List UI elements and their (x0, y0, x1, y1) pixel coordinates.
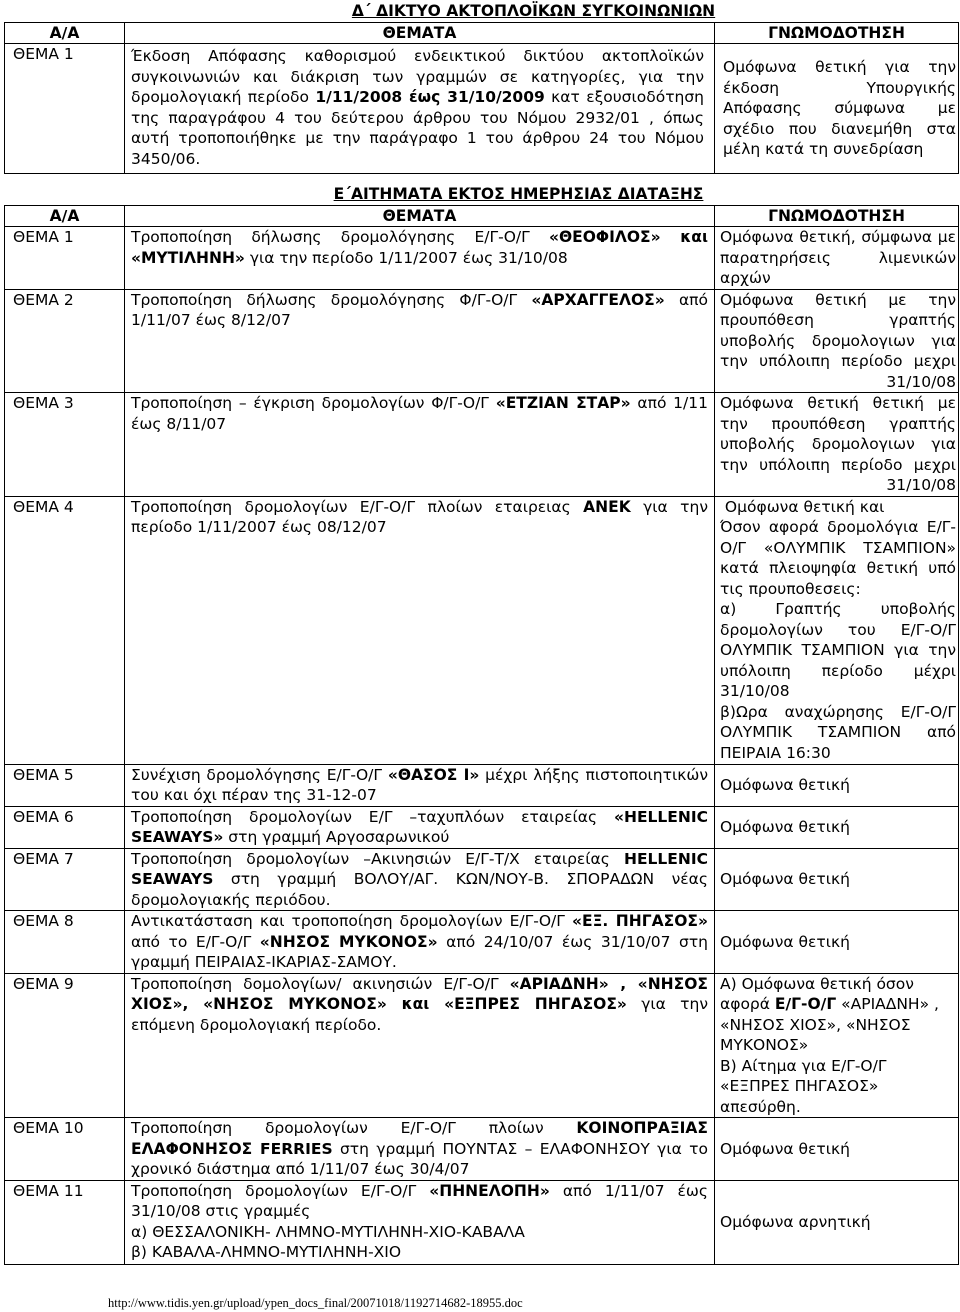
topic-number: ΘΕΜΑ 1 (5, 227, 125, 290)
topic-number: ΘΕΜΑ 2 (5, 289, 125, 393)
section-d-title-row (5, 0, 959, 22)
table-row (5, 393, 959, 497)
opinion-line: Όσον αφορά δρομολόγια Ε/Γ-Ο/Γ «ΟΛΥΜΠΙΚ ΤΣΑΜΠΙΟΝ» κατά πλειοψηφία θετική υπό τις προυποθεσεις: (720, 518, 957, 598)
opinion-line: Α) Ομόφωνα θετική όσον αφορά Ε/Γ-Ο/Γ «ΑΡΙΑΔΝΗ» , «ΝΗΣΟΣ ΧΙΟΣ», «ΝΗΣΟΣ ΜΥΚΟΝΟΣ» (720, 974, 939, 1054)
topic-text: Συνέχιση δρομολόγησης Ε/Γ-Ο/Γ «ΘΑΣΟΣ Ι» μέχρι λήξης πιστοποιητικών του και όχι πέραν της 31-12-07 (125, 764, 715, 806)
topic-text: Τροποποίηση δομολογίων/ ακινησιών Ε/Γ-Ο/Γ «ΑΡΙΑΔΝΗ» , «ΝΗΣΟΣ ΧΙΟΣ», «ΝΗΣΟΣ ΜΥΚΟΝΟΣ» και «ΕΞΠΡΕΣ ΠΗΓΑΣΟΣ» για την επόμενη δρομολογιακή περίοδο. (125, 973, 715, 1118)
opinion-text: Ομόφωνα θετική (715, 764, 959, 806)
table-row (5, 44, 959, 174)
header-row (5, 22, 959, 44)
topic-number: ΘΕΜΑ 5 (5, 764, 125, 806)
header-aa: Α/Α (5, 205, 125, 227)
header-topics: ΘΕΜΑΤΑ (125, 205, 715, 227)
topic-text: Τροποποίηση δήλωσης δρομολόγησης Φ/Γ-Ο/Γ «ΑΡΧΑΓΓΕΛΟΣ» από 1/11/07 έως 8/12/07 (125, 289, 715, 393)
topic-number: ΘΕΜΑ 7 (5, 848, 125, 911)
topic-text: Τροποποίηση δήλωσης δρομολόγησης Ε/Γ-Ο/Γ «ΘΕΟΦΙΛΟΣ» και «ΜΥΤΙΛΗΝΗ» για την περίοδο 1/11/2007 έως 31/10/08 (125, 227, 715, 290)
opinion-text: Ομόφωνα θετική για την έκδοση Υπουργικής Απόφασης σύμφωνα με σχέδιο που διανεμήθη στα μέλη κατά τη συνεδρίαση (715, 44, 959, 174)
opinion-line: Β) Αίτημα για Ε/Γ-Ο/Γ «ΕΞΠΡΕΣ ΠΗΓΑΣΟΣ» απεσύρθη. (720, 1056, 887, 1116)
topic-text: Αντικατάσταση και τροποποίηση δρομολογίων Ε/Γ-Ο/Γ «ΕΞ. ΠΗΓΑΣΟΣ» από το Ε/Γ-Ο/Γ «ΝΗΣΟΣ ΜΥΚΟΝΟΣ» από 24/10/07 έως 31/10/07 στη γραμμή ΠΕΙΡΑΙΑΣ-ΙΚΑΡΙΑΣ-ΣΑΜΟΥ. (125, 911, 715, 974)
table-row (5, 764, 959, 806)
topic-line: α) ΘΕΣΣΑΛΟΝΙΚΗ- ΛΗΜΝΟ-ΜΥΤΙΛΗΝΗ-ΧΙΟ-ΚΑΒΑΛΑ (131, 1222, 525, 1241)
header-opinion: ΓΝΩΜΟΔΟΤΗΣΗ (715, 205, 959, 227)
opinion-text: Ομόφωνα θετική με την προυπόθεση γραπτής υποβολής δρομολογιων για την υπόλοιπη περίοδο μεχρι 31/10/08 (715, 289, 959, 393)
table-section-d (4, 0, 959, 174)
topic-number: ΘΕΜΑ 8 (5, 911, 125, 974)
table-row (5, 1180, 959, 1264)
opinion-line: Ομόφωνα θετική και (720, 497, 885, 516)
topic-text: Τροποποίηση δρομολογίων Ε/Γ-Ο/Γ πλοίων ΚΟΙΝΟΠΡΑΞΙΑΣ ΕΛΑΦΟΝΗΣΟΣ FERRIES στη γραμμή ΠΟΥΝΤΑΣ – ΕΛΑΦΟΝΗΣΟΥ για το χρονικό διάστημα από 1/11/07 έως 30/4/07 (125, 1118, 715, 1181)
table-row (5, 289, 959, 393)
topic-number: ΘΕΜΑ 1 (5, 44, 125, 174)
opinion-text: Ομόφωνα θετική (715, 911, 959, 974)
table-section-e (4, 184, 959, 1265)
topic-text: Τροποποίηση – έγκριση δρομολογίων Φ/Γ-Ο/Γ «ΕΤΖΙΑΝ ΣΤΑΡ» από 1/11 έως 8/11/07 (125, 393, 715, 497)
header-row (5, 205, 959, 227)
topic-number: ΘΕΜΑ 11 (5, 1180, 125, 1264)
topic-text: Τροποποίηση δρομολογίων Ε/Γ –ταχυπλόων εταιρείας «HELLENIC SEAWAYS» στη γραμμή Αργοσαρωνικού (125, 806, 715, 848)
topic-text: Τροποποίηση δρομολογίων Ε/Γ-Ο/Γ πλοίων εταιρειας ΑΝΕΚ για την περίοδο 1/11/2007 έως 08/12/07 (125, 496, 715, 764)
opinion-text: Ομόφωνα θετική (715, 1118, 959, 1181)
table-row (5, 973, 959, 1118)
opinion-line: β)Ωρα αναχώρησης Ε/Γ-Ο/Γ ΟΛΥΜΠΙΚ ΤΣΑΜΠΙΟΝ από ΠΕΙΡΑΙΑ 16:30 (720, 702, 957, 762)
header-topics: ΘΕΜΑΤΑ (125, 22, 715, 44)
topic-text: Έκδοση Απόφασης καθορισμού ενδεικτικού δικτύου ακτοπλοϊκών συγκοινωνιών και διάκριση των γραμμών σε κατηγορίες, για την δρομολογιακή περίοδο 1/11/2008 έως 31/10/2009 κατ εξουσιοδότηση της παραγράφου 4 του δεύτερου άρθρου του Νόμου 2932/01 , όπως αυτή τροποποιήθηκε με την παράγραφο 1 του άρθρου 24 του Νόμου 3450/06. (125, 44, 715, 174)
header-opinion: ΓΝΩΜΟΔΟΤΗΣΗ (715, 22, 959, 44)
section-d-title: Δ΄ ΔΙΚΤΥΟ ΑΚΤΟΠΛΟΪΚΩΝ ΣΥΓΚΟΙΝΩΝΙΩΝ (351, 2, 716, 20)
topic-number: ΘΕΜΑ 4 (5, 496, 125, 764)
opinion-text: Ομόφωνα θετική, σύμφωνα με παρατηρήσεις λιμενικών αρχών (715, 227, 959, 290)
section-e-title: Ε΄ΑΙΤΗΜΑΤΑ ΕΚΤΟΣ ΗΜΕΡΗΣΙΑΣ ΔΙΑΤΑΞΗΣ (333, 185, 704, 203)
footer-url: http://www.tidis.yen.gr/upload/ypen_docs_final/20071018/1192714682-18955.doc (108, 1296, 523, 1310)
opinion-text (715, 973, 959, 1118)
table-row (5, 496, 959, 764)
table-row (5, 1118, 959, 1181)
topic-text (125, 1180, 715, 1264)
opinion-text: Ομόφωνα θετική θετική με την προυπόθεση γραπτής υποβολής δρομολογιων για την υπόλοιπη περίοδο μεχρι 31/10/08 (715, 393, 959, 497)
table-row (5, 227, 959, 290)
opinion-text: Ομόφωνα θετική (715, 848, 959, 911)
table-row (5, 911, 959, 974)
opinion-text (715, 496, 959, 764)
opinion-text: Ομόφωνα αρνητική (715, 1180, 959, 1264)
opinion-line: α) Γραπτής υποβολής δρομολογίων του Ε/Γ-Ο/Γ ΟΛΥΜΠΙΚ ΤΣΑΜΠΙΟΝ για την υπόλοιπη περίοδο μέχρι 31/10/08 (720, 600, 957, 700)
topic-number: ΘΕΜΑ 9 (5, 973, 125, 1118)
section-e-title-row (5, 184, 959, 205)
header-aa: Α/Α (5, 22, 125, 44)
topic-text: Τροποποίηση δρομολογίων –Ακινησιών Ε/Γ-Τ/Χ εταιρείας HELLENIC SEAWAYS στη γραμμή ΒΟΛΟΥ/ΑΓ. ΚΩΝ/ΝΟΥ-Β. ΣΠΟΡΑΔΩΝ νέας δρομολογιακής περιόδου. (125, 848, 715, 911)
topic-number: ΘΕΜΑ 3 (5, 393, 125, 497)
topic-line: Τροποποίηση δρομολογίων Ε/Γ-Ο/Γ «ΠΗΝΕΛΟΠΗ» από 1/11/07 έως 31/10/08 στις γραμμές (131, 1181, 708, 1220)
topic-number: ΘΕΜΑ 6 (5, 806, 125, 848)
topic-line: β) ΚΑΒΑΛΑ-ΛΗΜΝΟ-ΜΥΤΙΛΗΝΗ-ΧΙΟ (131, 1243, 402, 1261)
topic-number: ΘΕΜΑ 10 (5, 1118, 125, 1181)
table-row (5, 806, 959, 848)
table-row (5, 848, 959, 911)
opinion-text: Ομόφωνα θετική (715, 806, 959, 848)
